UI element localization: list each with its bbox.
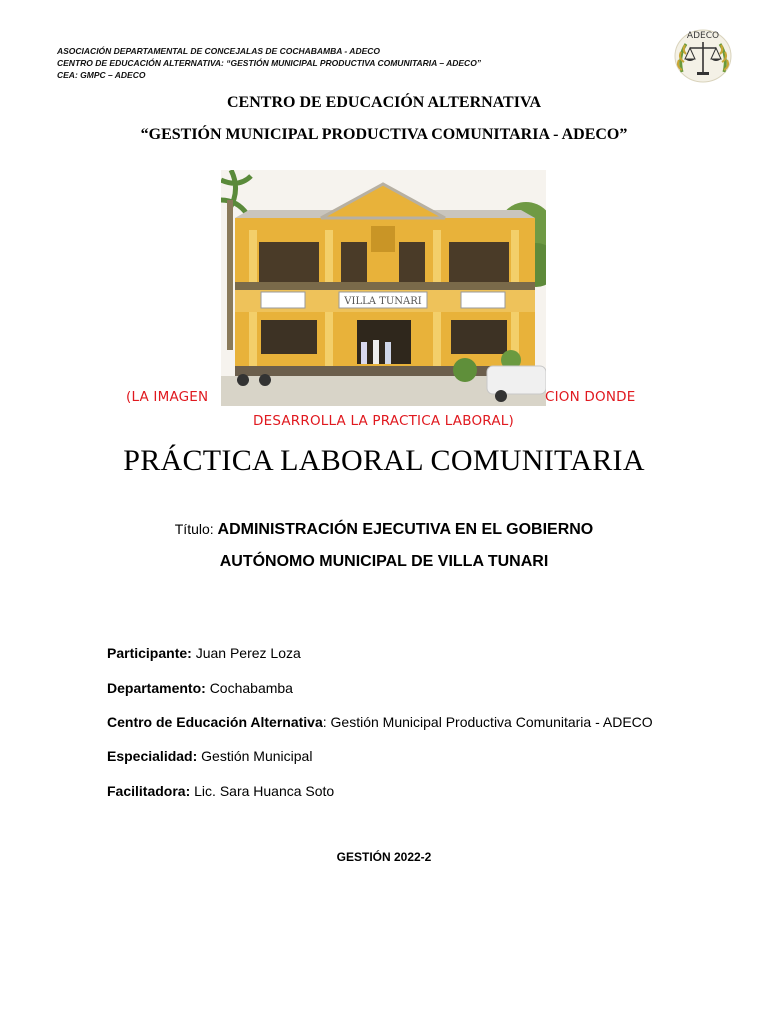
info-centro: [107, 714, 653, 730]
info-participante: [107, 645, 301, 661]
gestion-year: GESTIÓN 2022-2: [336, 850, 432, 864]
info-facilitadora: [107, 783, 334, 799]
photo-caption-left: (LA IMAGEN: [126, 389, 209, 405]
info-label: Centro de Educación Alternativa: [107, 714, 323, 730]
info-label: Participante:: [107, 645, 192, 661]
info-departamento: [107, 680, 293, 696]
center-title: CENTRO DE EDUCACIÓN ALTERNATIVA: [227, 94, 541, 111]
info-especialidad: [107, 748, 312, 764]
organization-header: [57, 45, 481, 81]
program-title: “GESTIÓN MUNICIPAL PRODUCTIVA COMUNITARIA - ADECO”: [140, 126, 628, 143]
main-title: PRÁCTICA LABORAL COMUNITARIA: [123, 444, 645, 477]
info-label: Departamento:: [107, 680, 206, 696]
photo-caption-right: CION DONDE: [545, 389, 636, 405]
info-value: Cochabamba: [209, 680, 293, 696]
info-value: : Gestión Municipal Productiva Comunitaria - ADECO: [322, 714, 653, 730]
thesis-title-line1: [0, 521, 768, 539]
info-label: Facilitadora:: [107, 783, 191, 799]
building-sign: VILLA TUNARI: [344, 296, 422, 307]
info-value: Lic. Sara Huanca Soto: [194, 783, 335, 799]
header-line-association: ASOCIACIÓN DEPARTAMENTAL DE CONCEJALAS DE COCHABAMBA - ADECO: [57, 46, 381, 56]
titulo-label: Título:: [174, 521, 214, 537]
info-value: Gestión Municipal: [201, 748, 313, 764]
logo-text: ADECO: [686, 31, 720, 41]
header-line-center: CENTRO DE EDUCACIÓN ALTERNATIVA: “GESTIÓN MUNICIPAL PRODUCTIVA COMUNITARIA – ADECO”: [57, 58, 482, 68]
municipal-building-photo: [221, 170, 546, 406]
info-value: Juan Perez Loza: [195, 645, 301, 661]
scales-of-justice-icon: [670, 26, 736, 84]
info-label: Especialidad:: [107, 748, 198, 764]
header-line-cea: CEA: GMPC – ADECO: [57, 70, 146, 80]
adeco-logo: [670, 26, 736, 84]
thesis-title-line2: AUTÓNOMO MUNICIPAL DE VILLA TUNARI: [219, 553, 549, 570]
photo-caption-line2: DESARROLLA LA PRACTICA LABORAL): [253, 413, 514, 429]
titulo-text-1: ADMINISTRACIÓN EJECUTIVA EN EL GOBIERNO: [217, 521, 594, 538]
